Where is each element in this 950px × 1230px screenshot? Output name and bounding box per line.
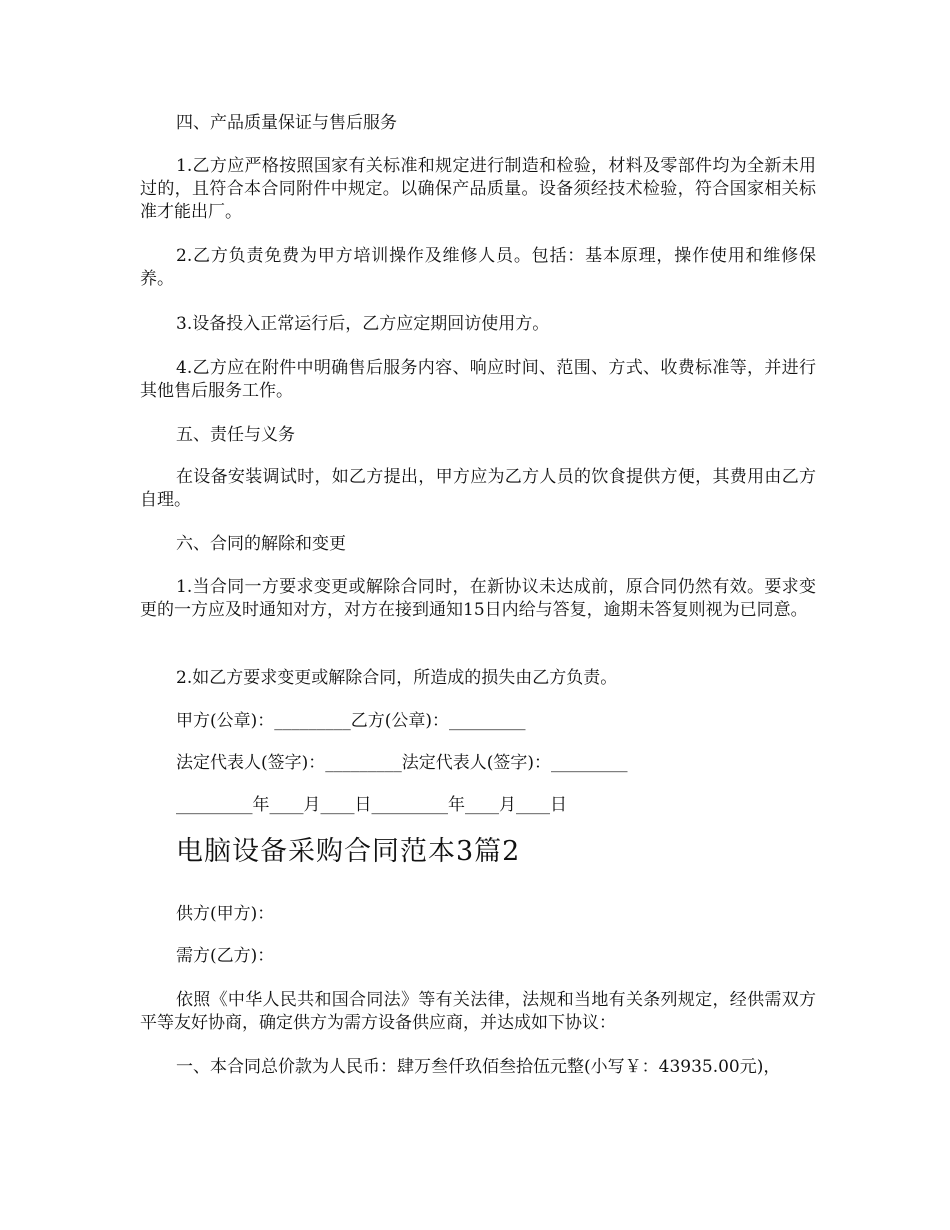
agreement-intro-paragraph: 依照《中华人民共和国合同法》等有关法律，法规和当地有关条列规定，经供需双方平等友好协商，确定供方为需方设备供应商，并达成如下协议： — [140, 990, 816, 1033]
buyer-line: 需方(乙方)： — [176, 946, 275, 966]
paragraph-6-1: 1.当合同一方要求变更或解除合同时，在新协议未达成前，原合同仍然有效。要求变更的一方应及时通知对方，对方在接到通知15日内给与答复，逾期未答复则视为已同意。 — [140, 577, 816, 620]
paragraph-5-1: 在设备安装调试时，如乙方提出，甲方应为乙方人员的饮食提供方便，其费用由乙方自理。 — [140, 467, 816, 510]
section-heading-6: 六、合同的解除和变更 — [176, 534, 346, 554]
signature-representative-line: 法定代表人(签字)：_________法定代表人(签字)：_________ — [176, 753, 628, 773]
paragraph-4-2: 2.乙方负责免费为甲方培训操作及维修人员。包括：基本原理，操作使用和维修保养。 — [140, 246, 816, 289]
signature-date-line: _________年____月____日_________年____月____日 — [176, 795, 567, 815]
paragraph-6-2: 2.如乙方要求变更或解除合同，所造成的损失由乙方负责。 — [176, 668, 618, 688]
paragraph-4-1: 1.乙方应严格按照国家有关标准和规定进行制造和检验，材料及零部件均为全新未用过的，且符合本合同附件中规定。以确保产品质量。设备须经技术检验，符合国家相关标准才能出厂。 — [140, 156, 816, 222]
signature-seal-line: 甲方(公章)：_________乙方(公章)：_________ — [176, 711, 526, 731]
section-title: 电脑设备采购合同范本3篇2 — [176, 836, 521, 867]
paragraph-4-4: 4.乙方应在附件中明确售后服务内容、响应时间、范围、方式、收费标准等，并进行其他售后服务工作。 — [140, 358, 816, 401]
paragraph-4-3: 3.设备投入正常运行后，乙方应定期回访使用方。 — [176, 314, 550, 334]
total-price-paragraph: 一、本合同总价款为人民币：肆万叁仟玖佰叁拾伍元整(小写￥：43935.00元)， — [176, 1057, 781, 1077]
supplier-line: 供方(甲方)： — [176, 904, 275, 924]
section-heading-4: 四、产品质量保证与售后服务 — [176, 113, 397, 133]
section-heading-5: 五、责任与义务 — [176, 425, 295, 445]
